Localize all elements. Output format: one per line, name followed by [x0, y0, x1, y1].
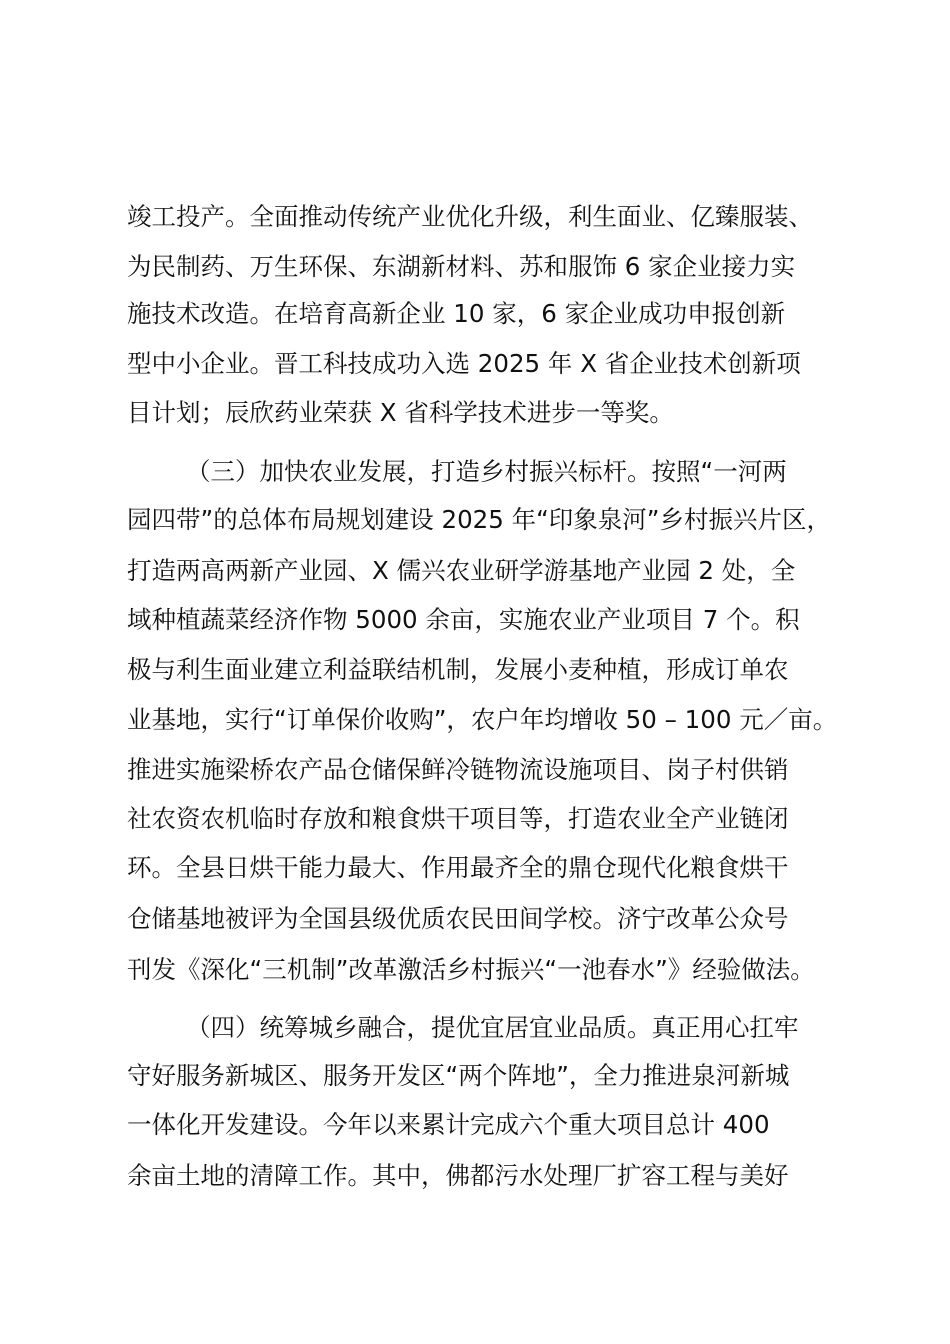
- paragraph-2-line-11: 刊发《深化“三机制”改革激活乡村振兴“一池春水”》经验做法。: [127, 955, 815, 984]
- paragraph-2-line-3: 打造两高两新产业园、X 儒兴农业研学游基地产业园 2 处，全: [127, 556, 796, 585]
- paragraph-2-line-7: 推进实施梁桥农产品仓储保鲜冷链物流设施项目、岗子村供销: [127, 755, 789, 784]
- paragraph-2-line-10: 仓储基地被评为全国县级优质农民田间学校。济宁改革公众号: [127, 904, 789, 933]
- paragraph-2-line-5: 极与利生面业建立利益联结机制，发展小麦种植，形成订单农: [127, 655, 789, 684]
- paragraph-1-line-1: 竣工投产。全面推动传统产业优化升级，利生面业、亿臻服装、: [127, 202, 813, 231]
- paragraph-2-line-6: 业基地，实行“订单保价收购”，农户年均增收 50 – 100 元／亩。: [127, 705, 838, 734]
- paragraph-2-line-8: 社农资农机临时存放和粮食烘干项目等，打造农业全产业链闭: [127, 804, 789, 833]
- paragraph-3-line-4: 余亩土地的清障工作。其中，佛都污水处理厂扩容工程与美好: [127, 1161, 789, 1190]
- paragraph-3-line-1: （四）统筹城乡融合，提优宜居宜业品质。真正用心扛牢: [186, 1013, 799, 1042]
- paragraph-1-line-2: 为民制药、万生环保、东湖新材料、苏和服饰 6 家企业接力实: [127, 252, 796, 281]
- paragraph-2-line-1: （三）加快农业发展，打造乡村振兴标杆。按照“一河两: [186, 457, 787, 486]
- paragraph-1-line-4: 型中小企业。晋工科技成功入选 2025 年 X 省企业技术创新项: [127, 349, 801, 378]
- paragraph-3-line-3: 一体化开发建设。今年以来累计完成六个重大项目总计 400: [127, 1110, 770, 1139]
- paragraph-1-line-3: 施技术改造。在培育高新企业 10 家，6 家企业成功申报创新: [127, 299, 786, 328]
- paragraph-2-line-9: 环。全县日烘干能力最大、作用最齐全的鼎仓现代化粮食烘干: [127, 853, 789, 882]
- paragraph-2-line-4: 域种植蔬菜经济作物 5000 余亩，实施农业产业项目 7 个。积: [127, 605, 800, 634]
- paragraph-2-line-2: 园四带”的总体布局规划建设 2025 年“印象泉河”乡村振兴片区，: [127, 505, 832, 534]
- paragraph-1-line-5: 目计划；辰欣药业荣获 X 省科学技术进步一等奖。: [127, 398, 674, 427]
- paragraph-3-line-2: 守好服务新城区、服务开发区“两个阵地”，全力推进泉河新城: [127, 1061, 790, 1090]
